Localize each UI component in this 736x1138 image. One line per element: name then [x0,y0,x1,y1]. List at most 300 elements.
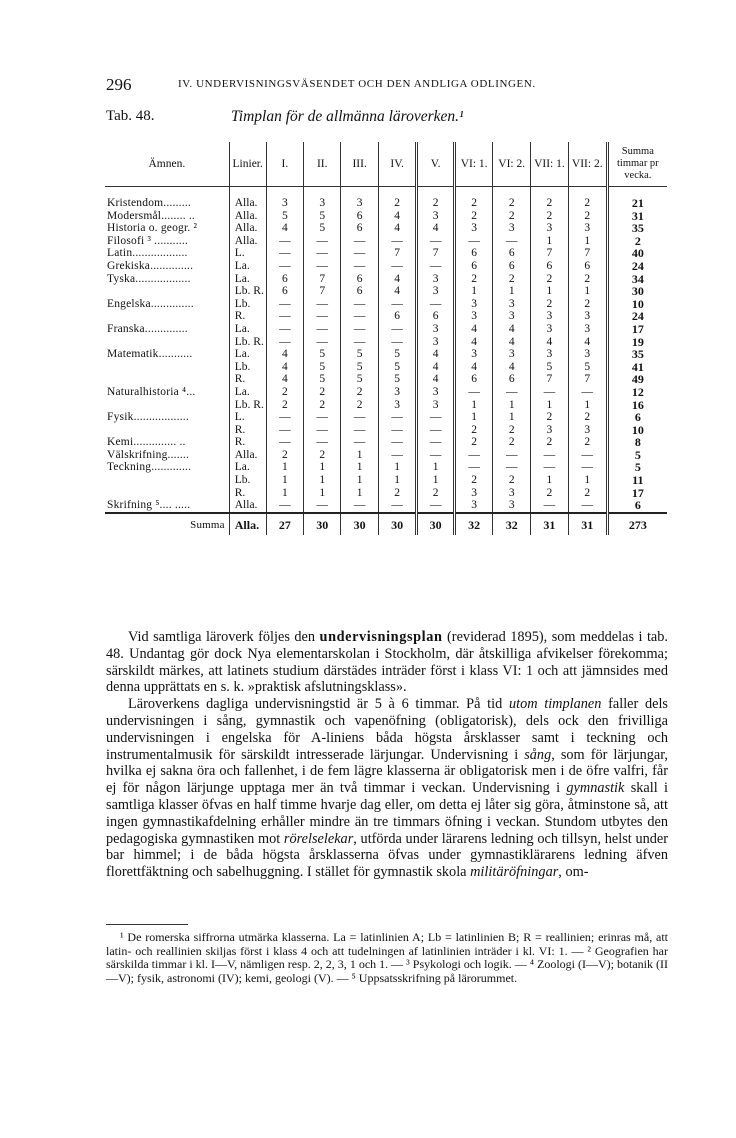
hours-cell: — [454,461,493,474]
hours-cell: 3 [304,187,341,210]
hours-cell: — [568,386,607,399]
total-cell: 6 [607,499,667,513]
line-cell: La. [229,461,266,474]
table-row [105,348,667,361]
total-cell: 5 [607,461,667,474]
column-header-9: VII: 1. [531,142,569,187]
hours-cell: 3 [493,499,531,513]
sum-row [105,513,667,536]
hours-cell: 3 [493,487,531,500]
hours-cell: 2 [568,436,607,449]
hours-cell: 6 [493,260,531,273]
hours-cell: 4 [568,336,607,349]
paragraph-2: Läroverkens dagliga undervisningstid är 5 à 6 timmar. På tid utom timplanen faller dels undervisningen i sång, gymnastik och vapenöfning (obligatorisk), dels ock den frivilliga undervisningen i engelska för A-liniens båda högsta årsklasser samt i teckning och instrumentalmusik för särskildt intresserade lärjungar. Undervisning i sång, som för lärjungar, hvilka ej sakna öra och fallenhet, i de fem lägre klasserna är obligatorisk men i de öfre valfri, får ej för någon lärjunge upptaga mer än två timmar i veckan. Undervisning i gymnastik skall i samtliga klasser öfvas en half timme hvarje dag eller, om detta ej låter sig göra, åtminstone så, att ingen gymnastikafdelning erhåller mindre än tre timmars öfning i veckan. Stundom utbytes den pedagogiska gymnastiken mot rörelselekar, utförda under lärarens ledning och tillsyn, helst under bar himmel; i de båda högsta årsklasserna öfvas under gymnastiklärarens ledning äfven florettfäktning och sabelhuggning. I stället för gymnastik skola militäröfningar, om- [106,696,669,881]
hours-cell: 3 [266,187,303,210]
hours-cell: 6 [341,285,379,298]
hours-cell: 3 [454,222,493,235]
hours-cell: 6 [493,247,531,260]
hours-cell: 3 [568,424,607,437]
table-row [105,487,667,500]
hours-cell: 31 [568,513,607,536]
hours-cell: 6 [341,210,379,223]
line-cell: La. [229,348,266,361]
subject-cell: Latin.................. [107,247,188,260]
hours-cell: — [266,298,303,311]
total-cell: 31 [607,210,667,223]
hours-cell: 1 [568,285,607,298]
hours-cell: 1 [378,474,416,487]
hours-cell: 3 [531,323,569,336]
hours-cell: — [304,247,341,260]
hours-cell: 2 [568,298,607,311]
line-cell: Alla. [229,235,266,248]
hours-cell: 2 [454,474,493,487]
hours-cell: 4 [531,336,569,349]
hours-cell: 30 [378,513,416,536]
total-cell: 24 [607,310,667,323]
hours-cell: 6 [454,260,493,273]
hours-cell: 3 [417,285,454,298]
hours-cell: 1 [493,285,531,298]
hours-cell: 4 [493,336,531,349]
hours-cell: 1 [531,235,569,248]
hours-cell: 4 [266,361,303,374]
subject-cell: Fysik.................. [107,411,189,424]
hours-cell: 1 [493,411,531,424]
hours-cell: — [341,411,379,424]
hours-cell: — [378,411,416,424]
line-cell: La. [229,323,266,336]
hours-cell: 2 [304,449,341,462]
total-cell: 8 [607,436,667,449]
hours-cell: 5 [378,348,416,361]
hours-cell: 1 [531,474,569,487]
line-cell: Alla. [229,210,266,223]
hours-cell: 1 [266,461,303,474]
hours-cell: 1 [531,399,569,412]
hours-cell: 3 [531,222,569,235]
hours-cell: — [417,235,454,248]
line-cell: Alla. [229,187,266,210]
subject-cell [105,487,229,500]
hours-cell: 6 [341,273,379,286]
hours-cell: 5 [304,222,341,235]
subject-cell: Matematik........... [107,348,193,361]
hours-cell: 3 [493,222,531,235]
hours-cell: — [304,310,341,323]
hours-cell: — [266,310,303,323]
body-text [106,629,668,881]
total-cell: 35 [607,222,667,235]
hours-cell: 2 [568,210,607,223]
hours-cell: 2 [417,487,454,500]
hours-cell: 2 [493,210,531,223]
hours-cell: 6 [493,373,531,386]
total-cell: 12 [607,386,667,399]
subject-cell: Historia o. geogr. ² [107,222,198,235]
subject-cell [105,285,229,298]
table-row [105,424,667,437]
hours-cell: — [304,499,341,513]
line-cell: Alla. [229,499,266,513]
hours-cell: 3 [378,386,416,399]
hours-cell: 4 [454,361,493,374]
line-cell: Lb. R. [229,285,266,298]
hours-cell: — [378,298,416,311]
hours-cell: — [454,386,493,399]
hours-cell: 1 [493,399,531,412]
subject-cell [105,424,229,437]
hours-cell: 6 [454,373,493,386]
hours-cell: 1 [304,474,341,487]
total-cell: 30 [607,285,667,298]
hours-cell: — [531,449,569,462]
hours-cell: 3 [531,424,569,437]
hours-cell: 7 [378,247,416,260]
hours-cell: 1 [568,474,607,487]
hours-cell: — [266,260,303,273]
hours-cell: 5 [341,348,379,361]
hours-cell: — [493,235,531,248]
subject-cell: Teckning............. [107,461,192,474]
hours-cell: 4 [493,361,531,374]
subject-cell: Skrifning ⁵.... ..... [107,499,191,512]
hours-cell: 2 [304,399,341,412]
column-header-4: III. [341,142,379,187]
hours-cell: 7 [568,247,607,260]
hours-cell: — [304,235,341,248]
hours-cell: 5 [531,361,569,374]
hours-cell: 4 [378,210,416,223]
hours-cell: 1 [531,285,569,298]
subject-cell: Tyska.................. [107,272,191,285]
hours-cell: — [378,235,416,248]
hours-cell: 2 [531,436,569,449]
hours-cell: 1 [304,461,341,474]
line-cell: Lb. [229,361,266,374]
hours-cell: 5 [266,210,303,223]
hours-cell: — [531,499,569,513]
hours-cell: 3 [417,399,454,412]
subject-cell: Engelska.............. [107,297,194,310]
total-cell: 16 [607,399,667,412]
hours-cell: — [417,449,454,462]
hours-cell: 1 [568,235,607,248]
hours-cell: — [266,336,303,349]
hours-cell: — [417,298,454,311]
table-row [105,474,667,487]
line-cell: Lb. [229,298,266,311]
column-header-5: IV. [378,142,416,187]
hours-cell: 2 [493,273,531,286]
table-header-row [105,142,667,187]
hours-cell: 2 [454,436,493,449]
hours-cell: — [341,298,379,311]
column-header-0: Ämnen. [105,142,229,187]
hours-cell: — [304,298,341,311]
hours-cell: 2 [531,298,569,311]
total-cell: 35 [607,348,667,361]
hours-cell: 3 [493,348,531,361]
subject-cell: Välskrifning....... [107,448,190,461]
hours-cell: 2 [568,487,607,500]
hours-cell: 3 [417,336,454,349]
table-row [105,323,667,336]
hours-cell: — [417,436,454,449]
table-row [105,399,667,412]
hours-cell: — [341,424,379,437]
hours-cell: — [493,449,531,462]
hours-cell: 3 [568,348,607,361]
hours-cell: — [266,424,303,437]
hours-cell: — [568,461,607,474]
hours-cell: 3 [493,298,531,311]
hours-cell: 3 [454,487,493,500]
hours-cell: 5 [378,361,416,374]
hours-cell: 5 [304,348,341,361]
total-cell: 19 [607,336,667,349]
subject-cell: Grekiska.............. [107,259,194,272]
table-row [105,336,667,349]
column-header-3: II. [304,142,341,187]
hours-cell: — [531,461,569,474]
hours-cell: 4 [417,373,454,386]
column-header-10: VII: 2. [568,142,607,187]
hours-cell: 7 [304,273,341,286]
timeplan-table [105,142,667,535]
subject-cell [105,474,229,487]
line-cell: Lb. [229,474,266,487]
hours-cell: — [493,386,531,399]
line-cell: R. [229,373,266,386]
hours-cell: 30 [304,513,341,536]
hours-cell: 31 [531,513,569,536]
table-row [105,386,667,399]
hours-cell: — [417,424,454,437]
line-cell: R. [229,487,266,500]
total-cell: 17 [607,323,667,336]
hours-cell: 2 [454,210,493,223]
line-cell: R. [229,310,266,323]
table-row [105,411,667,424]
subject-cell [105,310,229,323]
page-header [106,75,666,95]
hours-cell: 4 [266,222,303,235]
hours-cell: 6 [568,260,607,273]
hours-cell: — [266,247,303,260]
hours-cell: 1 [341,487,379,500]
hours-cell: 4 [417,222,454,235]
table-row [105,222,667,235]
hours-cell: — [417,260,454,273]
hours-cell: 32 [454,513,493,536]
hours-cell: 3 [417,273,454,286]
subject-cell: Naturalhistoria ⁴... [107,385,196,398]
hours-cell: 2 [266,399,303,412]
total-cell: 10 [607,424,667,437]
hours-cell: 4 [454,336,493,349]
line-cell: Lb. R. [229,399,266,412]
hours-cell: 2 [266,449,303,462]
total-cell: 273 [607,513,667,536]
hours-cell: — [341,336,379,349]
hours-cell: 6 [417,310,454,323]
total-cell: 24 [607,260,667,273]
table-row [105,499,667,513]
hours-cell: 7 [531,373,569,386]
hours-cell: — [341,247,379,260]
hours-cell: 2 [341,386,379,399]
table-row [105,310,667,323]
hours-cell: 2 [378,187,416,210]
hours-cell: 6 [266,285,303,298]
total-cell: 17 [607,487,667,500]
hours-cell: — [417,499,454,513]
hours-cell: — [341,436,379,449]
hours-cell: — [304,336,341,349]
hours-cell: 5 [341,373,379,386]
page-number: 296 [106,75,132,94]
hours-cell: 3 [417,323,454,336]
hours-cell: 5 [304,373,341,386]
line-cell: Alla. [229,513,266,536]
hours-cell: 3 [454,499,493,513]
hours-cell: 1 [341,461,379,474]
hours-cell: 2 [378,487,416,500]
hours-cell: 6 [378,310,416,323]
hours-cell: 30 [417,513,454,536]
subject-cell: Modersmål........ .. [107,209,196,222]
hours-cell: 5 [568,361,607,374]
hours-cell: 3 [454,310,493,323]
hours-cell: — [531,386,569,399]
hours-cell: 6 [531,260,569,273]
subject-cell [105,373,229,386]
hours-cell: 4 [493,323,531,336]
table-row [105,449,667,462]
hours-cell: 2 [454,424,493,437]
hours-cell: 3 [493,310,531,323]
hours-cell: 6 [454,247,493,260]
hours-cell: 2 [266,386,303,399]
hours-cell: 2 [531,273,569,286]
hours-cell: 2 [493,474,531,487]
hours-cell: — [266,323,303,336]
line-cell: R. [229,436,266,449]
table-number: Tab. 48. [106,108,155,124]
column-header-6: V. [417,142,454,187]
hours-cell: 4 [266,373,303,386]
hours-cell: — [417,411,454,424]
hours-cell: 2 [493,436,531,449]
table-row [105,187,667,210]
footnote-text: ¹ De romerska siffrorna utmärka klasserna. La = latinlinien A; Lb = latinlinien B; R = reallinien; erinras må, att latin- och reallinien skiljas först i klass 4 och att tudelningen af latinlinien inträder i kl. VI: 1. — ² Geografien har särskilda timmar i kl. I—V, nämligen resp. 2, 2, 3, 1 och 1. — ³ Psykologi och logik. — ⁴ Zoologi (I—V); botanik (II—V); fysik, astronomi (IV); kemi, geologi (V). — ⁵ Uppsatsskrifning på lärorummet. [106,930,668,985]
hours-cell: 2 [454,273,493,286]
hours-cell: 7 [304,285,341,298]
hours-cell: — [454,449,493,462]
hours-cell: 32 [493,513,531,536]
line-cell: La. [229,386,266,399]
hours-cell: — [454,235,493,248]
hours-cell: — [266,235,303,248]
hours-cell: — [341,323,379,336]
hours-cell: 1 [454,399,493,412]
hours-cell: — [378,424,416,437]
hours-cell: — [341,235,379,248]
subject-cell [105,399,229,412]
column-header-1: Linier. [229,142,266,187]
hours-cell: 1 [341,474,379,487]
hours-cell: 1 [304,487,341,500]
hours-cell: — [568,449,607,462]
table-row [105,285,667,298]
subject-cell [105,336,229,349]
hours-cell: 3 [568,310,607,323]
total-cell: 49 [607,373,667,386]
hours-cell: — [341,260,379,273]
hours-cell: 4 [417,361,454,374]
hours-cell: 1 [454,285,493,298]
table-row [105,373,667,386]
hours-cell: 1 [568,399,607,412]
hours-cell: 2 [341,399,379,412]
hours-cell: 4 [378,273,416,286]
hours-cell: 1 [266,474,303,487]
line-cell: Alla. [229,449,266,462]
table-row [105,210,667,223]
hours-cell: 1 [417,461,454,474]
hours-cell: 3 [568,323,607,336]
hours-cell: 5 [304,361,341,374]
hours-cell: 3 [378,399,416,412]
hours-cell: 3 [417,386,454,399]
hours-cell: — [378,449,416,462]
subject-cell: Filosofi ³ ........... [107,234,189,247]
hours-cell: 3 [531,348,569,361]
hours-cell: 7 [568,373,607,386]
table-row [105,260,667,273]
table-title: Timplan för de allmänna läroverken.¹ [231,108,464,125]
hours-cell: 3 [417,210,454,223]
hours-cell: 3 [341,187,379,210]
hours-cell: — [304,424,341,437]
total-cell: 21 [607,187,667,210]
hours-cell: 6 [266,273,303,286]
hours-cell: 2 [531,210,569,223]
hours-cell: — [304,411,341,424]
hours-cell: 1 [341,449,379,462]
line-cell: R. [229,424,266,437]
table-body [105,187,667,536]
hours-cell: 3 [454,348,493,361]
hours-cell: 27 [266,513,303,536]
hours-cell: — [493,461,531,474]
hours-cell: 2 [531,187,569,210]
footnotes [106,931,668,985]
hours-cell: — [378,336,416,349]
hours-cell: 1 [378,461,416,474]
hours-cell: 5 [341,361,379,374]
hours-cell: 4 [454,323,493,336]
hours-cell: 2 [531,411,569,424]
hours-cell: 4 [266,348,303,361]
hours-cell: 6 [341,222,379,235]
subject-cell: Kemi.............. .. [107,436,186,449]
hours-cell: 2 [417,187,454,210]
total-cell: 40 [607,247,667,260]
total-cell: 34 [607,273,667,286]
table-row [105,235,667,248]
